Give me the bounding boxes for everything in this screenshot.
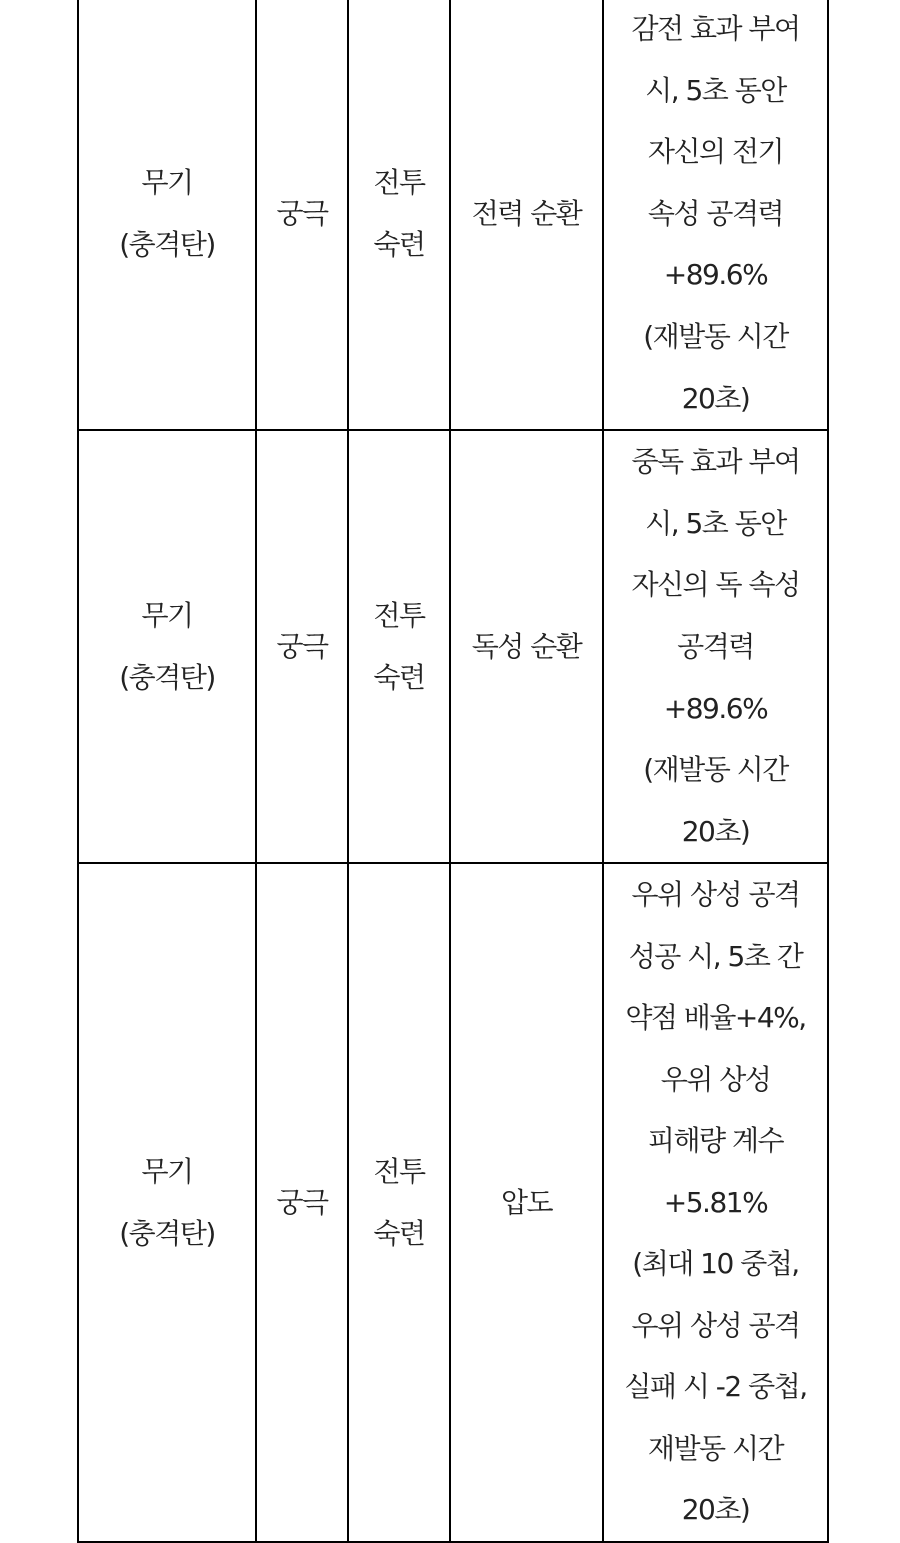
grade-cell	[256, 0, 348, 430]
category-cell	[348, 430, 450, 863]
effect-line: +5.81%	[663, 1185, 768, 1219]
effect-line: 피해량 계수	[647, 1124, 784, 1158]
effect-line: 재발동 시간	[647, 1431, 784, 1465]
effect-line: 자신의 독 속성	[631, 568, 800, 602]
slot-cell	[78, 0, 256, 430]
effect-line: 공격력	[677, 629, 754, 663]
effect-line: 성공 시, 5초 간	[628, 939, 803, 973]
category-line: 전투	[373, 165, 425, 199]
effect-line: 실패 시 -2 중첩,	[624, 1370, 807, 1404]
effect-line: +89.6%	[663, 691, 768, 725]
effect-line: 중독 효과 부여	[631, 445, 800, 479]
effect-line: 시, 5초 동안	[645, 506, 786, 540]
slot-line: 무기	[141, 165, 193, 199]
category-line: 전투	[373, 1154, 425, 1188]
effect-cell	[603, 430, 828, 863]
table-row	[78, 0, 828, 430]
table-row	[78, 430, 828, 863]
category-line: 숙련	[373, 660, 425, 694]
effect-line: (재발동 시간	[643, 753, 788, 787]
effect-line: 20초)	[681, 814, 750, 848]
slot-line: 무기	[141, 1154, 193, 1188]
category-line: 숙련	[373, 1216, 425, 1250]
effect-line: 우위 상성	[660, 1062, 771, 1096]
slot-line: (충격탄)	[119, 227, 215, 261]
table-row	[78, 863, 828, 1542]
name-cell	[450, 430, 603, 863]
effect-cell	[603, 0, 828, 430]
effect-line: 시, 5초 동안	[645, 73, 786, 107]
effect-cell	[603, 863, 828, 1542]
category-line: 전투	[373, 599, 425, 633]
effect-line: 20초)	[681, 1493, 750, 1527]
effect-line: 약점 배율+4%,	[625, 1001, 806, 1035]
category-cell	[348, 863, 450, 1542]
effect-line: 감전 효과 부여	[631, 12, 800, 45]
effect-line: 20초)	[681, 381, 750, 415]
skill-name: 전력 순환	[471, 196, 582, 230]
effect-line: 자신의 전기	[647, 135, 784, 169]
name-cell	[450, 0, 603, 430]
grade-text: 궁극	[276, 196, 328, 230]
effect-line: 우위 상성 공격	[631, 878, 800, 912]
name-cell	[450, 863, 603, 1542]
grade-cell	[256, 863, 348, 1542]
effect-line: +89.6%	[663, 258, 768, 292]
effect-line: (재발동 시간	[643, 319, 788, 353]
skill-name: 독성 순환	[471, 629, 582, 663]
buff-table-wrapper	[77, 0, 827, 1543]
buff-table	[77, 0, 829, 1543]
grade-text: 궁극	[276, 1185, 328, 1219]
slot-cell	[78, 863, 256, 1542]
slot-cell	[78, 430, 256, 863]
category-line: 숙련	[373, 227, 425, 261]
slot-line: (충격탄)	[119, 1216, 215, 1250]
skill-name: 압도	[500, 1185, 553, 1219]
grade-text: 궁극	[276, 629, 328, 663]
grade-cell	[256, 430, 348, 863]
slot-line: (충격탄)	[119, 660, 215, 694]
effect-line: 우위 상성 공격	[631, 1308, 800, 1342]
effect-line: (최대 10 중첩,	[632, 1247, 799, 1281]
category-cell	[348, 0, 450, 430]
effect-line: 속성 공격력	[647, 196, 784, 230]
slot-line: 무기	[141, 599, 193, 633]
